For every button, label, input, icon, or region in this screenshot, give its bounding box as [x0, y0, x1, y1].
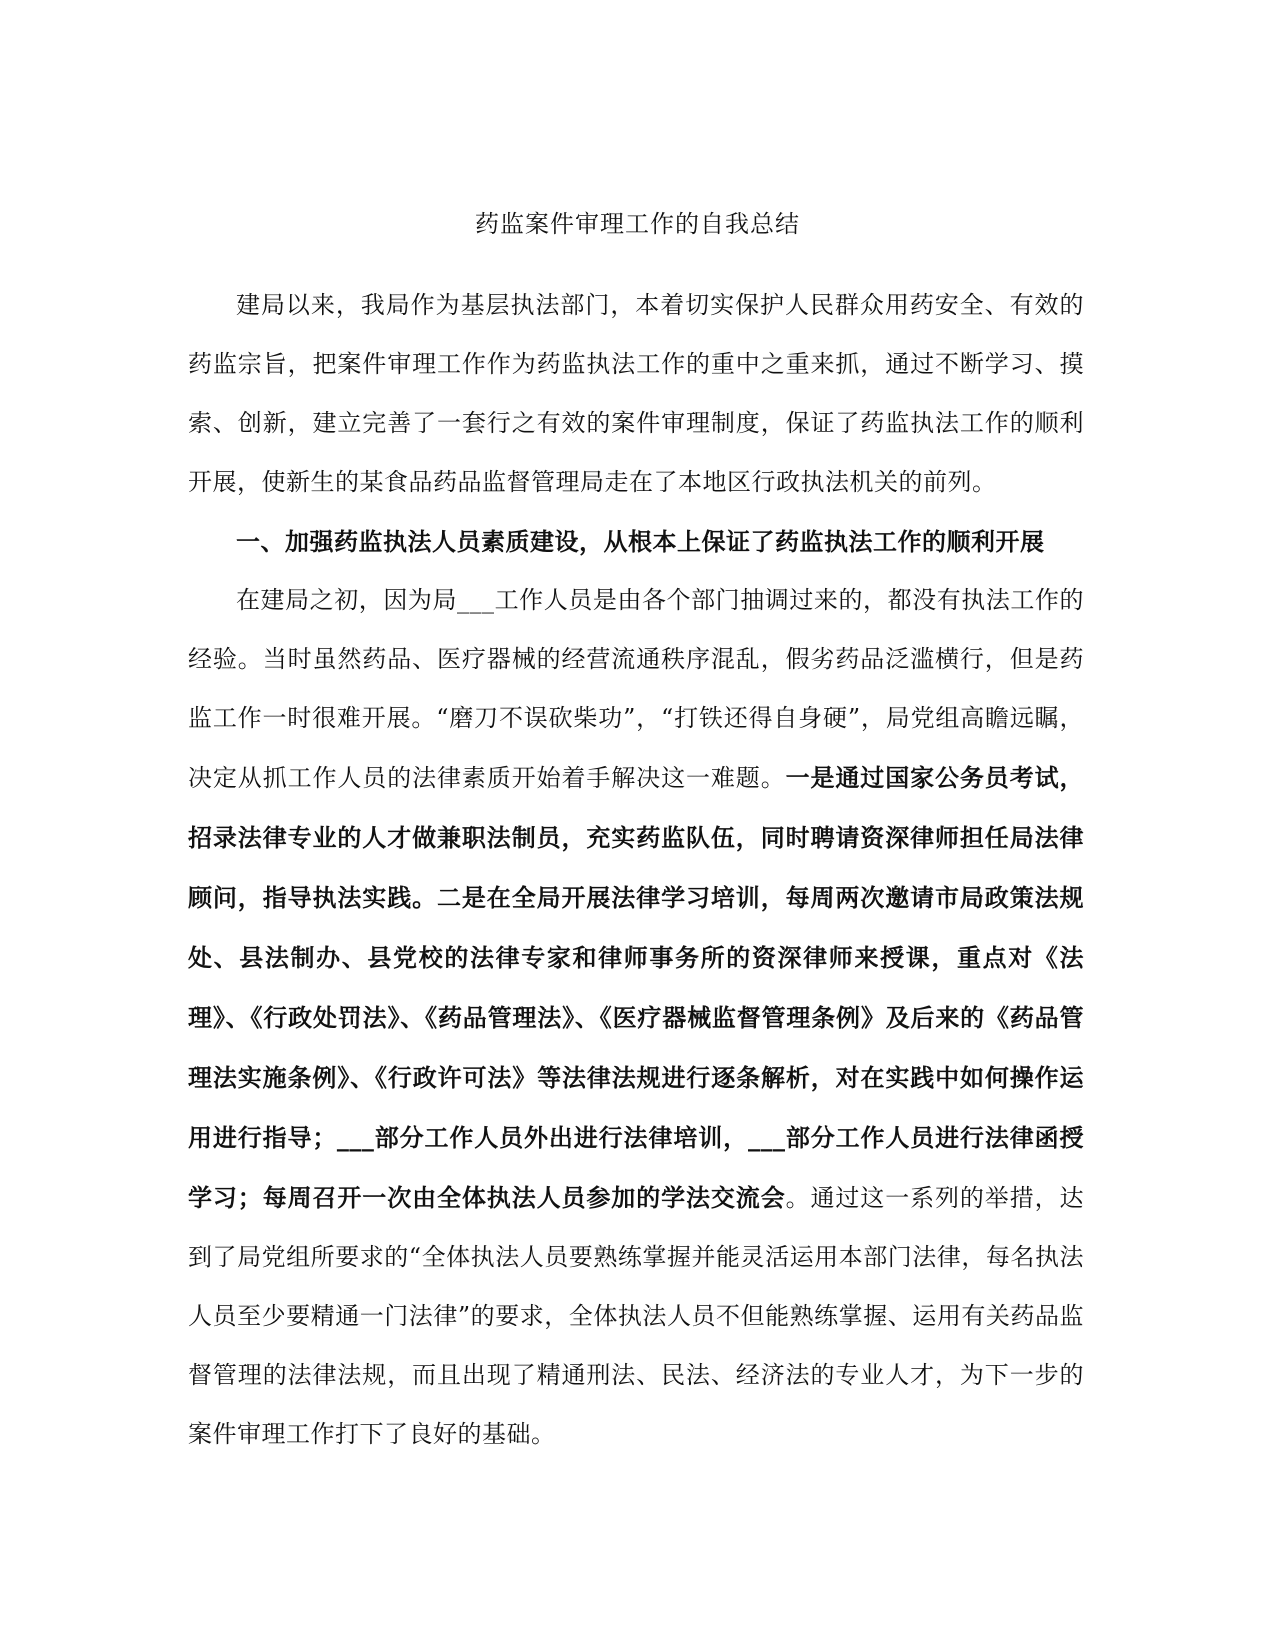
document-title: 药监案件审理工作的自我总结: [475, 210, 800, 238]
document-body: [188, 276, 1084, 1464]
paragraph-section-1-intro: 在建局之初，因为局___工作人员是由各个部门抽调过来的，都没有执法工作的经验。当时虽然药品、医疗器械的经营流通秩序混乱，假劣药品泛滥横行，但是药监工作一时很难开展。“磨刀不误砍柴功”，“打铁还得自身硬”，局党组高瞻远瞩，决定从抓工作人员的法律素质开始着手解决这一难题。: [188, 586, 1084, 792]
paragraph-section-1: [188, 571, 1084, 1464]
paragraph-intro: 建局以来，我局作为基层执法部门，本着切实保护人民群众用药安全、有效的药监宗旨，把案件审理工作作为药监执法工作的重中之重来抓，通过不断学习、摸索、创新，建立完善了一套行之有效的案件审理制度，保证了药监执法工作的顺利开展，使新生的某食品药品监督管理局走在了本地区行政执法机关的前列。: [188, 291, 1084, 496]
paragraph-section-1-bold-measures: 一是通过国家公务员考试，招录法律专业的人才做兼职法制员，充实药监队伍，同时聘请资深律师担任局法律顾问，指导执法实践。二是在全局开展法律学习培训，每周两次邀请市局政策法规处、县法制办、县党校的法律专家和律师事务所的资深律师来授课，重点对《法理》、《行政处罚法》、《药品管理法》、《医疗器械监督管理条例》及后来的《药品管理法实施条例》、《行政许可法》等法律法规进行逐条解析，对在实践中如何操作运用进行指导；___部分工作人员外出进行法律培训，___部分工作人员进行法律函授学习；每周召开一次由全体执法人员参加的学法交流会: [188, 763, 1085, 1212]
section-heading-1: 一、加强药监执法人员素质建设，从根本上保证了药监执法工作的顺利开展: [236, 527, 1045, 556]
paragraph-section-1-result: 。通过这一系列的举措，达到了局党组所要求的“全体执法人员要熟练掌握并能灵活运用本部门法律，每名执法人员至少要精通一门法律”的要求，全体执法人员不但能熟练掌握、运用有关药品监督管理的法律法规，而且出现了精通刑法、民法、经济法的专业人才，为下一步的案件审理工作打下了良好的基础。: [188, 1184, 1085, 1448]
